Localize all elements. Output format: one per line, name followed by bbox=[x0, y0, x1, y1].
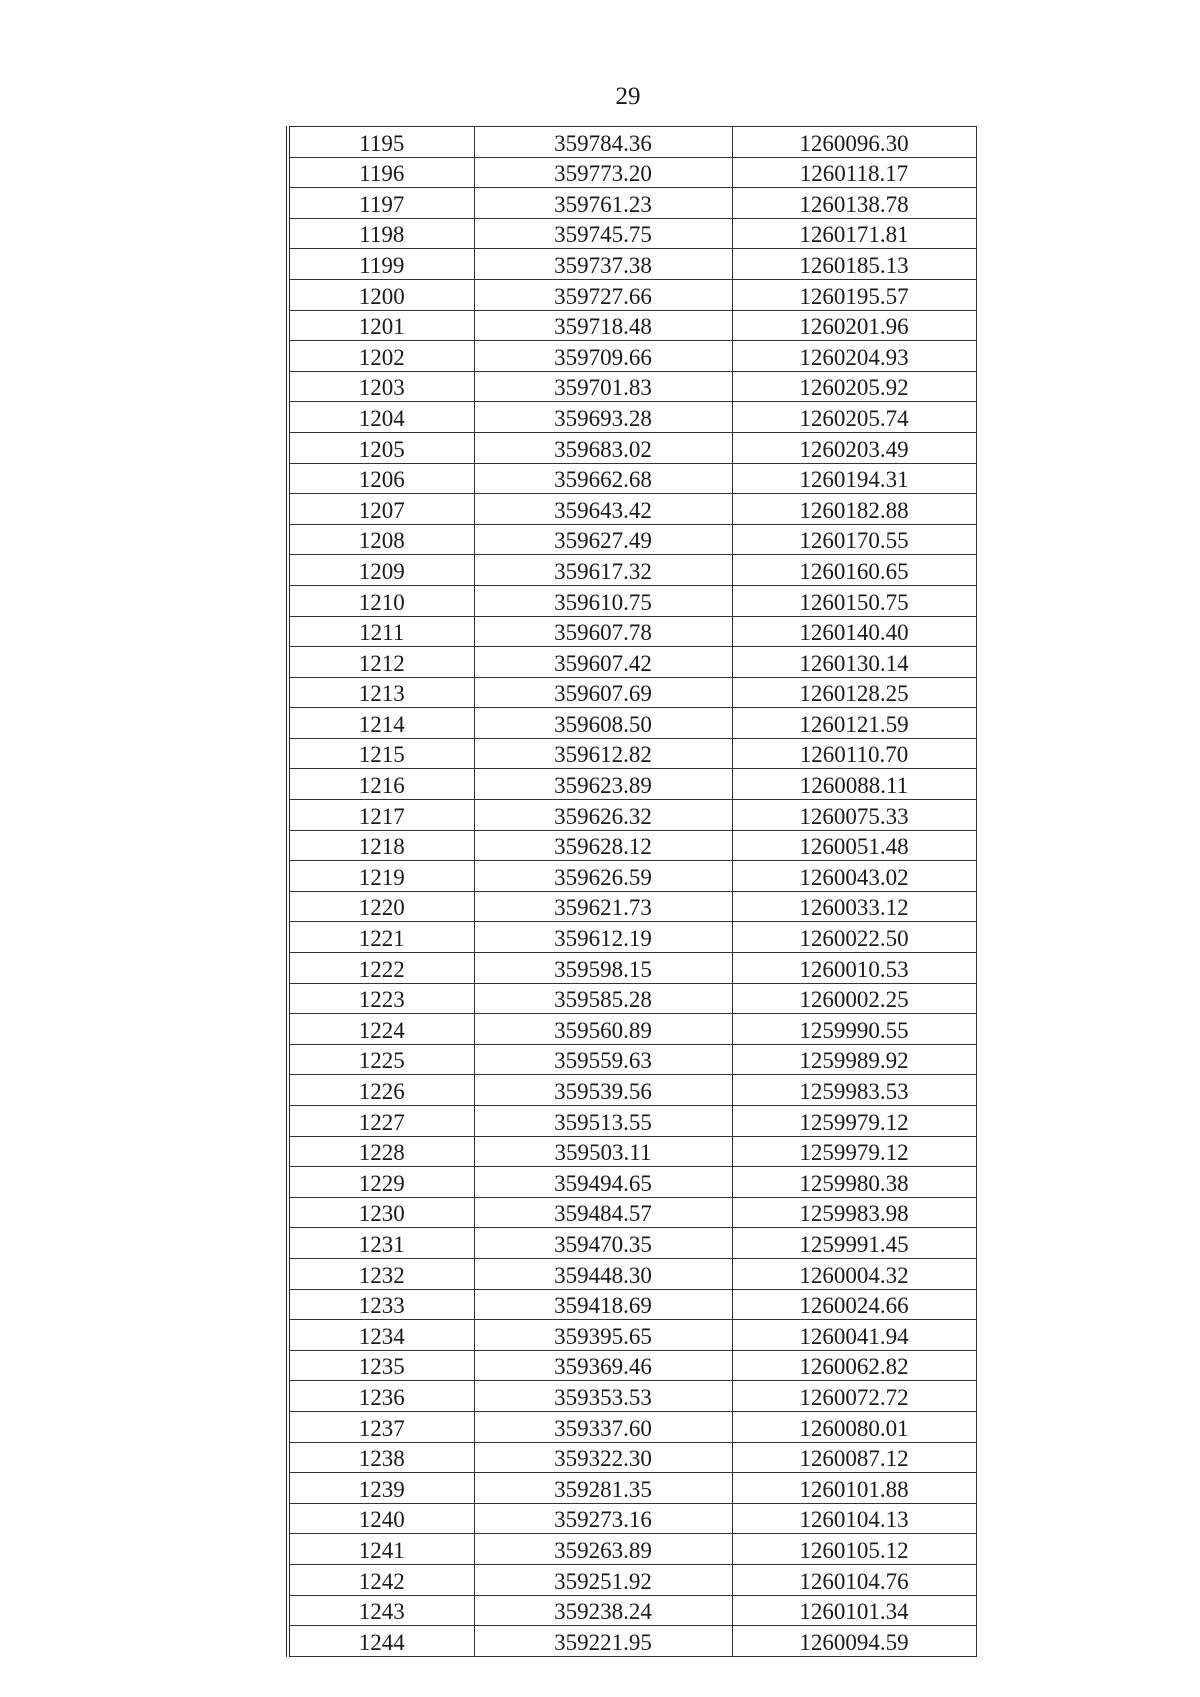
x-coordinate-cell: 359337.60 bbox=[474, 1411, 732, 1442]
table-row bbox=[288, 1350, 976, 1381]
x-coordinate-cell: 359418.69 bbox=[474, 1289, 732, 1320]
x-coordinate-cell: 359598.15 bbox=[474, 953, 732, 984]
table-row bbox=[288, 616, 976, 647]
x-coordinate-cell: 359643.42 bbox=[474, 494, 732, 525]
point-number-cell: 1203 bbox=[288, 371, 474, 402]
y-coordinate-cell: 1260004.32 bbox=[732, 1258, 976, 1289]
table-row bbox=[288, 1014, 976, 1045]
x-coordinate-cell: 359251.92 bbox=[474, 1564, 732, 1595]
y-coordinate-cell: 1260022.50 bbox=[732, 922, 976, 953]
y-coordinate-cell: 1260101.88 bbox=[732, 1473, 976, 1504]
table-row bbox=[288, 585, 976, 616]
table-row bbox=[288, 953, 976, 984]
point-number-cell: 1207 bbox=[288, 494, 474, 525]
table-row bbox=[288, 1228, 976, 1259]
table-row bbox=[288, 830, 976, 861]
y-coordinate-cell: 1260128.25 bbox=[732, 677, 976, 708]
y-coordinate-cell: 1260096.30 bbox=[732, 127, 976, 158]
coordinate-table bbox=[286, 126, 977, 1657]
point-number-cell: 1219 bbox=[288, 861, 474, 892]
point-number-cell: 1211 bbox=[288, 616, 474, 647]
table-row bbox=[288, 1106, 976, 1137]
table-row bbox=[288, 738, 976, 769]
y-coordinate-cell: 1259989.92 bbox=[732, 1044, 976, 1075]
table-row bbox=[288, 371, 976, 402]
point-number-cell: 1204 bbox=[288, 402, 474, 433]
x-coordinate-cell: 359617.32 bbox=[474, 555, 732, 586]
point-number-cell: 1220 bbox=[288, 891, 474, 922]
x-coordinate-cell: 359238.24 bbox=[474, 1595, 732, 1626]
point-number-cell: 1234 bbox=[288, 1320, 474, 1351]
y-coordinate-cell: 1260194.31 bbox=[732, 463, 976, 494]
x-coordinate-cell: 359273.16 bbox=[474, 1503, 732, 1534]
y-coordinate-cell: 1259979.12 bbox=[732, 1136, 976, 1167]
x-coordinate-cell: 359494.65 bbox=[474, 1167, 732, 1198]
y-coordinate-cell: 1260101.34 bbox=[732, 1595, 976, 1626]
x-coordinate-cell: 359560.89 bbox=[474, 1014, 732, 1045]
x-coordinate-cell: 359607.42 bbox=[474, 647, 732, 678]
y-coordinate-cell: 1260080.01 bbox=[732, 1411, 976, 1442]
table-row bbox=[288, 922, 976, 953]
y-coordinate-cell: 1260088.11 bbox=[732, 769, 976, 800]
y-coordinate-cell: 1260087.12 bbox=[732, 1442, 976, 1473]
y-coordinate-cell: 1260121.59 bbox=[732, 708, 976, 739]
point-number-cell: 1209 bbox=[288, 555, 474, 586]
point-number-cell: 1218 bbox=[288, 830, 474, 861]
x-coordinate-cell: 359610.75 bbox=[474, 585, 732, 616]
point-number-cell: 1244 bbox=[288, 1626, 474, 1657]
point-number-cell: 1198 bbox=[288, 218, 474, 249]
x-coordinate-cell: 359585.28 bbox=[474, 983, 732, 1014]
point-number-cell: 1229 bbox=[288, 1167, 474, 1198]
y-coordinate-cell: 1260205.74 bbox=[732, 402, 976, 433]
x-coordinate-cell: 359773.20 bbox=[474, 157, 732, 188]
point-number-cell: 1227 bbox=[288, 1106, 474, 1137]
x-coordinate-cell: 359539.56 bbox=[474, 1075, 732, 1106]
point-number-cell: 1215 bbox=[288, 738, 474, 769]
table-row bbox=[288, 249, 976, 280]
table-row bbox=[288, 708, 976, 739]
point-number-cell: 1238 bbox=[288, 1442, 474, 1473]
point-number-cell: 1228 bbox=[288, 1136, 474, 1167]
table-row bbox=[288, 1503, 976, 1534]
y-coordinate-cell: 1259979.12 bbox=[732, 1106, 976, 1137]
point-number-cell: 1231 bbox=[288, 1228, 474, 1259]
table-row bbox=[288, 310, 976, 341]
y-coordinate-cell: 1260041.94 bbox=[732, 1320, 976, 1351]
y-coordinate-cell: 1260138.78 bbox=[732, 188, 976, 219]
x-coordinate-cell: 359608.50 bbox=[474, 708, 732, 739]
table-row bbox=[288, 1258, 976, 1289]
y-coordinate-cell: 1260072.72 bbox=[732, 1381, 976, 1412]
table-row bbox=[288, 524, 976, 555]
x-coordinate-cell: 359607.78 bbox=[474, 616, 732, 647]
x-coordinate-cell: 359221.95 bbox=[474, 1626, 732, 1657]
y-coordinate-cell: 1260051.48 bbox=[732, 830, 976, 861]
table-row bbox=[288, 800, 976, 831]
point-number-cell: 1243 bbox=[288, 1595, 474, 1626]
table-row bbox=[288, 1381, 976, 1412]
x-coordinate-cell: 359263.89 bbox=[474, 1534, 732, 1565]
point-number-cell: 1236 bbox=[288, 1381, 474, 1412]
x-coordinate-cell: 359623.89 bbox=[474, 769, 732, 800]
y-coordinate-cell: 1260204.93 bbox=[732, 341, 976, 372]
x-coordinate-cell: 359395.65 bbox=[474, 1320, 732, 1351]
y-coordinate-cell: 1260105.12 bbox=[732, 1534, 976, 1565]
point-number-cell: 1200 bbox=[288, 279, 474, 310]
table-row bbox=[288, 432, 976, 463]
y-coordinate-cell: 1260201.96 bbox=[732, 310, 976, 341]
y-coordinate-cell: 1260010.53 bbox=[732, 953, 976, 984]
table-row bbox=[288, 402, 976, 433]
table-row bbox=[288, 1197, 976, 1228]
table-row bbox=[288, 1442, 976, 1473]
y-coordinate-cell: 1260182.88 bbox=[732, 494, 976, 525]
point-number-cell: 1213 bbox=[288, 677, 474, 708]
x-coordinate-cell: 359662.68 bbox=[474, 463, 732, 494]
point-number-cell: 1197 bbox=[288, 188, 474, 219]
table-row bbox=[288, 1289, 976, 1320]
y-coordinate-cell: 1260130.14 bbox=[732, 647, 976, 678]
y-coordinate-cell: 1260094.59 bbox=[732, 1626, 976, 1657]
point-number-cell: 1205 bbox=[288, 432, 474, 463]
point-number-cell: 1196 bbox=[288, 157, 474, 188]
x-coordinate-cell: 359559.63 bbox=[474, 1044, 732, 1075]
x-coordinate-cell: 359626.32 bbox=[474, 800, 732, 831]
table-row bbox=[288, 1075, 976, 1106]
table-row bbox=[288, 647, 976, 678]
table-row bbox=[288, 157, 976, 188]
point-number-cell: 1206 bbox=[288, 463, 474, 494]
y-coordinate-cell: 1259983.53 bbox=[732, 1075, 976, 1106]
y-coordinate-cell: 1260104.76 bbox=[732, 1564, 976, 1595]
x-coordinate-cell: 359369.46 bbox=[474, 1350, 732, 1381]
x-coordinate-cell: 359322.30 bbox=[474, 1442, 732, 1473]
point-number-cell: 1195 bbox=[288, 127, 474, 158]
point-number-cell: 1212 bbox=[288, 647, 474, 678]
x-coordinate-cell: 359484.57 bbox=[474, 1197, 732, 1228]
x-coordinate-cell: 359761.23 bbox=[474, 188, 732, 219]
table-row bbox=[288, 1534, 976, 1565]
x-coordinate-cell: 359448.30 bbox=[474, 1258, 732, 1289]
point-number-cell: 1214 bbox=[288, 708, 474, 739]
table-row bbox=[288, 1136, 976, 1167]
x-coordinate-cell: 359709.66 bbox=[474, 341, 732, 372]
x-coordinate-cell: 359612.19 bbox=[474, 922, 732, 953]
point-number-cell: 1226 bbox=[288, 1075, 474, 1106]
x-coordinate-cell: 359612.82 bbox=[474, 738, 732, 769]
y-coordinate-cell: 1259990.55 bbox=[732, 1014, 976, 1045]
y-coordinate-cell: 1260203.49 bbox=[732, 432, 976, 463]
point-number-cell: 1199 bbox=[288, 249, 474, 280]
y-coordinate-cell: 1259991.45 bbox=[732, 1228, 976, 1259]
point-number-cell: 1240 bbox=[288, 1503, 474, 1534]
y-coordinate-cell: 1260195.57 bbox=[732, 279, 976, 310]
point-number-cell: 1225 bbox=[288, 1044, 474, 1075]
x-coordinate-cell: 359683.02 bbox=[474, 432, 732, 463]
y-coordinate-cell: 1260075.33 bbox=[732, 800, 976, 831]
y-coordinate-cell: 1260062.82 bbox=[732, 1350, 976, 1381]
x-coordinate-cell: 359737.38 bbox=[474, 249, 732, 280]
x-coordinate-cell: 359470.35 bbox=[474, 1228, 732, 1259]
point-number-cell: 1221 bbox=[288, 922, 474, 953]
point-number-cell: 1216 bbox=[288, 769, 474, 800]
table-row bbox=[288, 341, 976, 372]
x-coordinate-cell: 359784.36 bbox=[474, 127, 732, 158]
x-coordinate-cell: 359621.73 bbox=[474, 891, 732, 922]
y-coordinate-cell: 1260118.17 bbox=[732, 157, 976, 188]
y-coordinate-cell: 1260170.55 bbox=[732, 524, 976, 555]
point-number-cell: 1217 bbox=[288, 800, 474, 831]
table-row bbox=[288, 1320, 976, 1351]
y-coordinate-cell: 1260024.66 bbox=[732, 1289, 976, 1320]
table-row bbox=[288, 1626, 976, 1657]
table-row bbox=[288, 861, 976, 892]
page-number: 29 bbox=[615, 83, 641, 110]
point-number-cell: 1222 bbox=[288, 953, 474, 984]
table-row bbox=[288, 1167, 976, 1198]
table-row bbox=[288, 188, 976, 219]
table-row bbox=[288, 769, 976, 800]
point-number-cell: 1237 bbox=[288, 1411, 474, 1442]
point-number-cell: 1208 bbox=[288, 524, 474, 555]
point-number-cell: 1235 bbox=[288, 1350, 474, 1381]
point-number-cell: 1241 bbox=[288, 1534, 474, 1565]
point-number-cell: 1201 bbox=[288, 310, 474, 341]
table-row bbox=[288, 127, 976, 158]
point-number-cell: 1223 bbox=[288, 983, 474, 1014]
table-row bbox=[288, 463, 976, 494]
x-coordinate-cell: 359281.35 bbox=[474, 1473, 732, 1504]
point-number-cell: 1210 bbox=[288, 585, 474, 616]
x-coordinate-cell: 359718.48 bbox=[474, 310, 732, 341]
point-number-cell: 1224 bbox=[288, 1014, 474, 1045]
table-row bbox=[288, 279, 976, 310]
y-coordinate-cell: 1260150.75 bbox=[732, 585, 976, 616]
x-coordinate-cell: 359727.66 bbox=[474, 279, 732, 310]
y-coordinate-cell: 1260171.81 bbox=[732, 218, 976, 249]
x-coordinate-cell: 359607.69 bbox=[474, 677, 732, 708]
table-row bbox=[288, 218, 976, 249]
x-coordinate-cell: 359693.28 bbox=[474, 402, 732, 433]
table-row bbox=[288, 891, 976, 922]
coordinate-table-body bbox=[288, 127, 976, 1657]
table-row bbox=[288, 555, 976, 586]
table-row bbox=[288, 983, 976, 1014]
table-row bbox=[288, 494, 976, 525]
y-coordinate-cell: 1260140.40 bbox=[732, 616, 976, 647]
x-coordinate-cell: 359627.49 bbox=[474, 524, 732, 555]
point-number-cell: 1239 bbox=[288, 1473, 474, 1504]
point-number-cell: 1232 bbox=[288, 1258, 474, 1289]
table-row bbox=[288, 677, 976, 708]
x-coordinate-cell: 359353.53 bbox=[474, 1381, 732, 1412]
x-coordinate-cell: 359628.12 bbox=[474, 830, 732, 861]
x-coordinate-cell: 359745.75 bbox=[474, 218, 732, 249]
y-coordinate-cell: 1260043.02 bbox=[732, 861, 976, 892]
x-coordinate-cell: 359701.83 bbox=[474, 371, 732, 402]
point-number-cell: 1242 bbox=[288, 1564, 474, 1595]
x-coordinate-cell: 359513.55 bbox=[474, 1106, 732, 1137]
point-number-cell: 1233 bbox=[288, 1289, 474, 1320]
point-number-cell: 1230 bbox=[288, 1197, 474, 1228]
y-coordinate-cell: 1259983.98 bbox=[732, 1197, 976, 1228]
table-row bbox=[288, 1595, 976, 1626]
y-coordinate-cell: 1260110.70 bbox=[732, 738, 976, 769]
y-coordinate-cell: 1260205.92 bbox=[732, 371, 976, 402]
table-row bbox=[288, 1411, 976, 1442]
table-row bbox=[288, 1473, 976, 1504]
y-coordinate-cell: 1260160.65 bbox=[732, 555, 976, 586]
y-coordinate-cell: 1260104.13 bbox=[732, 1503, 976, 1534]
y-coordinate-cell: 1260185.13 bbox=[732, 249, 976, 280]
y-coordinate-cell: 1259980.38 bbox=[732, 1167, 976, 1198]
table-row bbox=[288, 1564, 976, 1595]
table-row bbox=[288, 1044, 976, 1075]
x-coordinate-cell: 359503.11 bbox=[474, 1136, 732, 1167]
y-coordinate-cell: 1260002.25 bbox=[732, 983, 976, 1014]
y-coordinate-cell: 1260033.12 bbox=[732, 891, 976, 922]
point-number-cell: 1202 bbox=[288, 341, 474, 372]
x-coordinate-cell: 359626.59 bbox=[474, 861, 732, 892]
